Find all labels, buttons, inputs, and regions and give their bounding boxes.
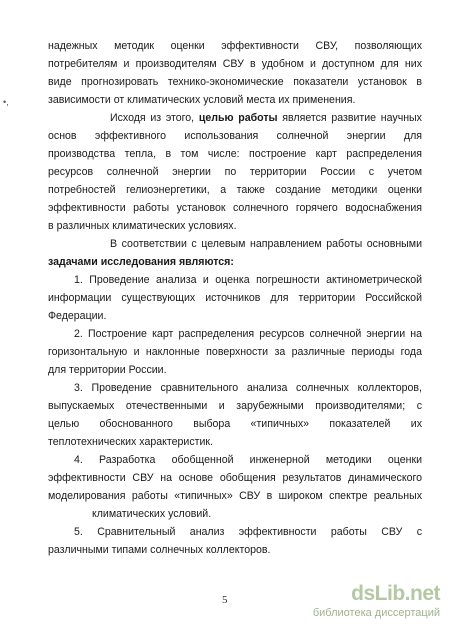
text-line: надежных методик оценки эффективности СВУ, позволяющих: [48, 40, 422, 52]
list-item: 5. Сравнительный анализ эффективности работы СВУ с: [74, 526, 422, 538]
watermark: [310, 582, 440, 622]
text-line: потребностей гелиоэнергетики, а также создание методики оценки: [48, 184, 422, 196]
list-item: 1. Проведение анализа и оценка погрешности актинометрической: [74, 274, 422, 286]
text-line: основ эффективного использования солнечной энергии для: [48, 130, 422, 142]
text-line: эффективности работы установок солнечного горячего водоснабжения: [48, 202, 422, 214]
text-line: эффективности СВУ на основе обобщения результатов динамического: [48, 472, 422, 484]
text-line: ресурсов солнечной энергии по территории России с учетом: [48, 166, 422, 178]
text-line: зависимости от климатических условий места их применения.: [48, 94, 356, 106]
text-line: производства тепла, в том числе: построение карт распределения: [48, 148, 422, 160]
text-line: выпускаемых отечественными и зарубежными производителями; с: [48, 400, 422, 412]
text-line: моделирования работы «типичных» СВУ в широком спектре реальных: [48, 490, 422, 502]
list-item: 2. Построение карт распределения ресурсов солнечной энергии на: [74, 328, 422, 340]
text-line: В соответствии с целевым направлением работы основными: [110, 238, 422, 250]
text-line: для территории России.: [48, 364, 167, 376]
goal-emphasis: целью работы: [198, 112, 278, 124]
text-line: информации существующих источников для территории Российской: [48, 292, 422, 304]
tasks-heading: задачами исследования являются:: [48, 256, 234, 268]
text-line: теплотехнических характеристик.: [48, 436, 213, 448]
text-line: климатических условий.: [92, 508, 212, 520]
goal-text: Исходя из этого, целью работы является развитие научных: [110, 112, 422, 124]
page-number: 5: [222, 594, 228, 606]
margin-mark: •,: [3, 97, 9, 107]
text-line: в различных климатических условиях.: [48, 220, 237, 232]
list-item: 4. Разработка обобщенной инженерной методики оценки: [74, 454, 422, 466]
list-item: 3. Проведение сравнительного анализа солнечных коллекторов,: [74, 382, 422, 394]
text-line: Федерации.: [48, 310, 107, 322]
text-line: различными типами солнечных коллекторов.: [48, 544, 271, 556]
text-line: виде прогнозировать технико-экономические показатели установок в: [48, 76, 422, 88]
text-line: горизонтальную и наклонные поверхности за различные периоды года: [48, 346, 422, 358]
watermark-logo: dsLib.net: [351, 582, 440, 605]
text-line: потребителям и производителям СВУ в удобном и доступном для них: [48, 58, 422, 70]
text-line-goal: [110, 112, 422, 124]
watermark-subtitle: библиотека диссертаций: [312, 607, 440, 619]
text-line: целью обоснованного выбора «типичных» показателей их: [48, 418, 422, 430]
